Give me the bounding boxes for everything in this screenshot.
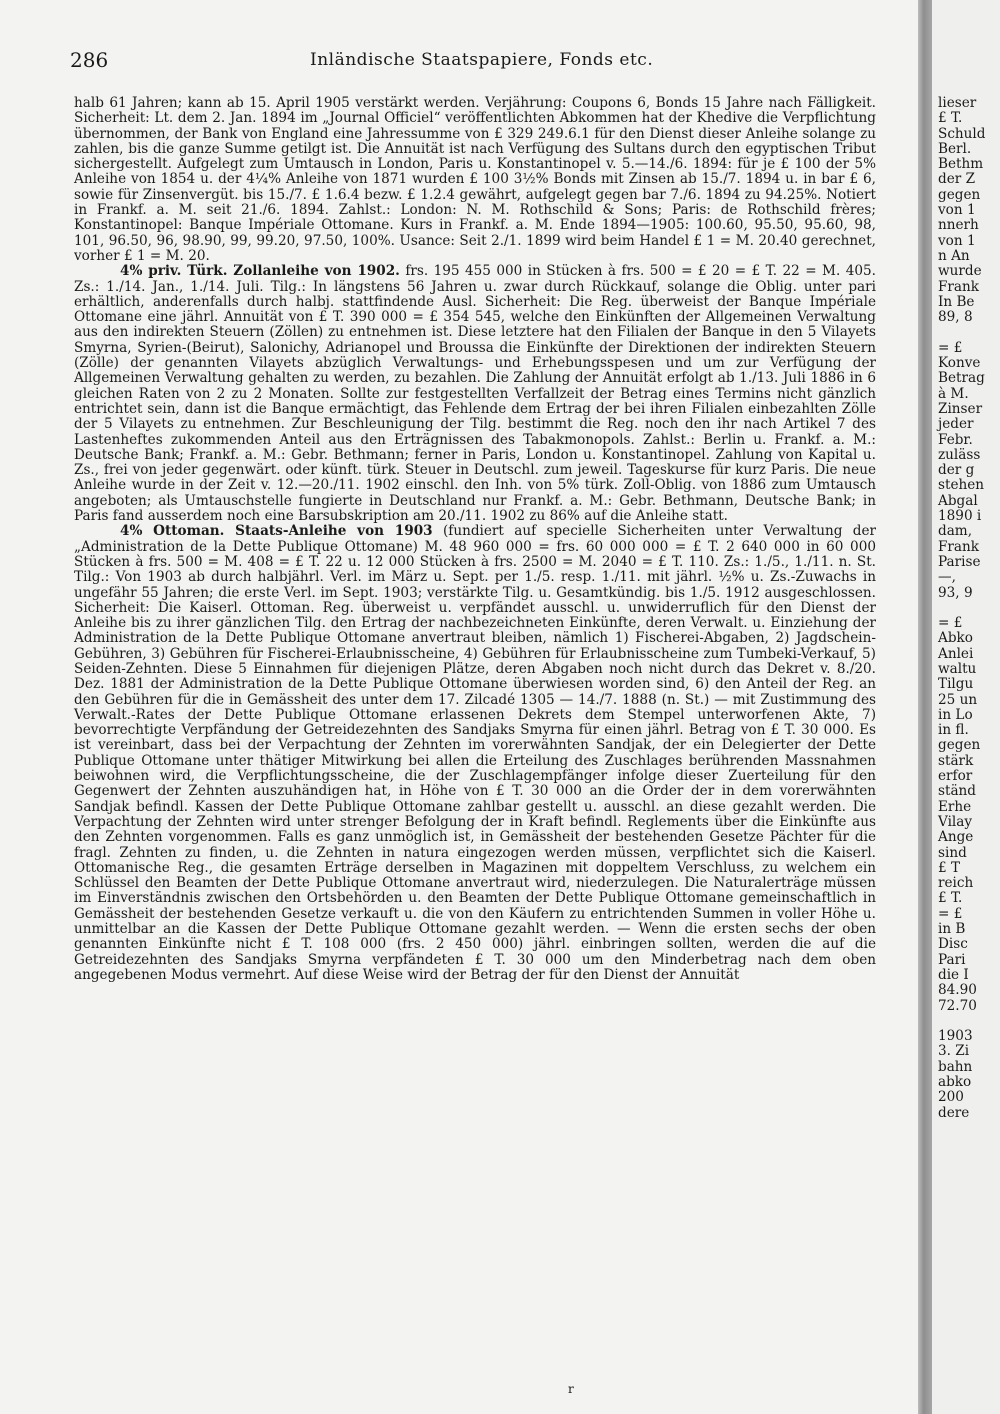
adjacent-line-fragment: in B <box>938 921 966 938</box>
adjacent-line-fragment: Parise <box>938 553 981 570</box>
adjacent-line-fragment: in Lo <box>938 706 973 723</box>
adjacent-line-fragment: Berl. <box>938 140 972 157</box>
adjacent-line-fragment: lieser <box>938 95 977 111</box>
adjacent-line-fragment: stärk <box>938 752 974 769</box>
adjacent-line-fragment: dere <box>938 1104 970 1121</box>
adjacent-line-fragment: gegen <box>938 737 981 754</box>
adjacent-line-fragment: Abgal <box>938 492 978 509</box>
entry-heading: 4% Ottoman. Staats-Anleihe von 1903 <box>120 523 433 540</box>
adjacent-line-fragment: à M. <box>938 385 969 402</box>
adjacent-line-fragment <box>938 601 1000 616</box>
adjacent-line-fragment: abko <box>938 1074 972 1090</box>
adjacent-line-fragment: Disc <box>938 936 968 953</box>
paragraph-text: halb 61 Jahren; kann ab 15. April 1905 verstärkt werden. Verjährung: Coupons 6, Bonds 15 Jahre nach Fälligkeit. Sicherheit: Lt. dem 2. Jan. 1894 im „Journal Officiel“ veröffentlichten Abkommen hat der Khedive die Verpflichtung übernommen, der Bank von England eine Jahressumme von £ 329 249.6.1 für den Dienst dieser Anleihe solange zu zahlen, bis die ganze Summe getilgt ist. Die Annuität ist nach Verfügung des Sultans durch den egyptischen Tribut sichergestellt. Aufgelegt zum Umtausch in London, Paris u. Konstantinopel v. 5.—14./6. 1894: für je £ 100 der 5% Anleihe von 1854 u. der 4¼% Anleihe von 1871 wurden £ 100 3½% Bonds mit Zinsen ab 15./7. 1894 u. in bar £ 6, sowie für Zinsenvergüt. bis 15./7. £ 1.6.4 bezw. £ 1.2.4 gewährt, aufgelegt gegen bar 7./6. 1894 zu 94.25%. Notiert in Frankf. a. M. seit 21./6. 1894. Zahlst.: London: N. M. Rothschild & Sons; Paris: de Rothschild frères; Konstantinopel: Banque Impériale Ottomane. Kurs in Frankf. a. M. Ende 1894—1905: 100.60, 95.50, 95.60, 98, 101, 96.50, 96, 98.90, 99, 99.20, 97.50, 100%. Usance: Seit 2./1. 1899 wird beim Handel £ 1 = M. 20.40 gerechnet, vorher £ 1 = M. 20. <box>74 95 876 264</box>
adjacent-line-fragment: der Z <box>938 171 976 188</box>
entry-heading: 4% priv. Türk. Zollanleihe von 1902. <box>120 263 400 280</box>
page-number: 286 <box>70 48 109 72</box>
adjacent-line-fragment: £ T <box>938 859 961 876</box>
adjacent-line-fragment: ständ <box>938 783 977 800</box>
paragraph-continuation <box>74 96 876 264</box>
adjacent-line-fragment: Konve <box>938 355 981 372</box>
adjacent-line-fragment: In Be <box>938 293 975 310</box>
adjacent-line-fragment: 3. Zi <box>938 1043 970 1060</box>
adjacent-line-fragment: wurde <box>938 263 982 280</box>
adjacent-page-fragments <box>938 96 1000 1121</box>
adjacent-line-fragment: Frank <box>938 278 980 295</box>
adjacent-line-fragment: Febr. <box>938 431 973 448</box>
adjacent-line-fragment: Abko <box>938 630 973 647</box>
adjacent-line-fragment: von 1 <box>938 202 976 219</box>
adjacent-line-fragment: Tilgu <box>938 676 974 693</box>
body-text <box>74 96 876 983</box>
adjacent-line-fragment: £ T. <box>938 110 963 127</box>
adjacent-line-fragment: Bethm <box>938 156 984 173</box>
footer-mark: r <box>568 1382 574 1396</box>
adjacent-page-edge <box>932 0 1000 1414</box>
page-header <box>70 48 880 84</box>
adjacent-line-fragment: = £ <box>938 905 963 922</box>
adjacent-line-fragment: Ange <box>938 829 974 846</box>
adjacent-line-fragment: waltu <box>938 660 977 677</box>
adjacent-line-fragment: bahn <box>938 1058 973 1075</box>
adjacent-line-fragment: sind <box>938 844 967 861</box>
adjacent-line-fragment: in fl. <box>938 722 969 739</box>
adjacent-line-fragment <box>938 325 1000 340</box>
entry-ottoman-staatsanleihe-1903 <box>74 524 876 983</box>
adjacent-line-fragment: 1890 i <box>938 508 982 525</box>
adjacent-line-fragment: erfor <box>938 768 973 785</box>
adjacent-line-fragment: 72.70 <box>938 997 977 1014</box>
adjacent-line-fragment: stehen <box>938 477 985 494</box>
adjacent-line-fragment: £ T. <box>938 890 963 907</box>
adjacent-line-fragment: = £ <box>938 615 963 632</box>
book-gutter <box>918 0 932 1414</box>
entry-text: (fundiert auf specielle Sicherheiten unter Verwaltung der „Administration de la Dette Publique Ottomane) M. 48 960 000 = frs. 60 000 000 = £ T. 2 640 000 in 60 000 Stücken à frs. 500 = M. 408 = £ T. 22 u. 12 000 Stücken à frs. 2500 = M. 2040 = £ T. 110. Zs.: 1./5., 1./11. n. St. Tilg.: Von 1903 ab durch halbjährl. Verl. im März u. Sept. per 1./5. resp. 1./11. mit jährl. ½% u. Zs.-Zuwachs in ungefähr 55 Jahren; die erste Verl. im Sept. 1903; verstärkte Tilg. u. Gesamtkündig. bis 1./5. 1912 ausgeschlossen. Sicherheit: Die Kaiserl. Ottoman. Reg. überweist u. verpfändet ausschl. u. unwiderruflich für den Dienst der Anleihe bis zu ihrer gänzlichen Tilg. den Ertrag der nachbezeichneten Einkünfte, deren Verwalt. u. Einziehung der Administration de la Dette Publique Ottomane anvertraut bleiben, nämlich 1) Fischerei-Abgaben, 2) Jagdschein-Gebühren, 3) Gebühren für Fischerei-Erlaubnisscheine, 4) Gebühren für Erlaubnisscheine zum Tumbeki-Verkauf, 5) Seiden-Zehnten. Diese 5 Einnahmen für diejenigen Plätze, deren Abgaben noch nicht durch das Dekret v. 8./20. Dez. 1881 der Administration de la Dette Publique Ottomane überwiesen worden sind, 6) den Anteil der Reg. an den Gebühren für die in Gemässheit des unter dem 17. Zilcadé 1305 — 14./7. 1888 (n. St.) — mit Zustimmung des Verwalt.-Rates der Dette Publique Ottomane erlassenen Dekrets dem Stempel unterworfenen Akte, 7) bevorrechtigte Verpfändung der Getreidezehnten des Sandjaks Smyrna für einen jährl. Betrag von £ T. 30 000. Es ist vereinbart, dass bei der Verpachtung der Zehnten im vorerwähnten Sandjak, der ein Delegierter der Dette Publique Ottomane unter thätiger Mitwirkung bei allen die Erteilung des Zuschlages berührenden Massnahmen beiwohnen wird, die Verpflichtungsscheine, die der Zuschlagempfänger infolge dieser Zuerteilung für den Gegenwert der Zehnten auszuhändigen hat, in Höhe von £ T. 30 000 an die Order der in dem vorerwähnten Sandjak befindl. Kassen der Dette Publique Ottomane zahlbar gestellt u. ausschl. an diese gezahlt werden. Die Verpachtung der Zehnten wird unter strenger Befolgung der in Kraft befindl. Reglements über die Einkünfte aus den Zehnten vorgenommen. Falls es ganz unmöglich ist, in Gemässheit der bestehenden Gesetze Pächter für die fragl. Zehnten zu finden, u. die Zehnten in natura eingezogen werden müssen, verpflichtet sich die Kaiserl. Ottomanische Reg., die gesamten Erträge derselben in Magazinen mit doppeltem Verschluss, zu welchem ein Schlüssel den Beamten der Dette Publique Ottomane anvertraut wird, niederzulegen. Die Naturalerträge müssen im Einverständnis zwischen den Ortsbehörden u. den Beamten der Dette Publique Ottomane gemeinschaftlich in Gemässheit der bestehenden Gesetze verkauft u. die von den Käufern zu entrichtenden Summen in voller Höhe u. unmittelbar an die Kassen der Dette Publique Ottomane gezahlt werden. — Wenn die ersten sechs der oben genannten Einkünfte nicht £ T. 108 000 (frs. 2 450 000) jährl. einbringen sollten, werden die auf die Getreidezehnten des Sandjaks Smyrna verpfändeten £ T. 30 000 um den Minderbetrag nach dem oben angegebenen Modus vermehrt. Auf diese Weise wird der Betrag der für den Dienst der Annuität <box>74 523 877 983</box>
adjacent-line-fragment: n An <box>938 247 970 264</box>
adjacent-line-fragment: von 1 <box>938 232 976 249</box>
adjacent-line-fragment: Frank <box>938 538 980 555</box>
adjacent-line-fragment: 89, 8 <box>938 309 973 326</box>
adjacent-line-fragment: 1903 <box>938 1028 973 1045</box>
adjacent-line-fragment: Zinser <box>938 400 983 417</box>
adjacent-line-fragment: reich <box>938 875 974 892</box>
adjacent-line-fragment: Anlei <box>938 645 974 662</box>
adjacent-line-fragment: gegen <box>938 186 981 203</box>
adjacent-line-fragment: jeder <box>938 416 974 433</box>
adjacent-line-fragment: Betrag <box>938 370 985 387</box>
running-head: Inländische Staatspapiere, Fonds etc. <box>310 50 654 70</box>
adjacent-line-fragment: zuläss <box>938 446 981 463</box>
adjacent-line-fragment <box>938 1014 1000 1029</box>
adjacent-line-fragment: = £ <box>938 339 963 356</box>
adjacent-line-fragment: Erhe <box>938 798 972 815</box>
adjacent-line-fragment: 25 un <box>938 691 978 708</box>
adjacent-line-fragment: Schuld <box>938 125 986 142</box>
adjacent-line-fragment: dam, <box>938 523 973 540</box>
entry-tuerk-zollanleihe-1902 <box>74 264 876 524</box>
adjacent-line-fragment: —, <box>938 569 956 586</box>
adjacent-line-fragment: die I <box>938 966 969 983</box>
adjacent-line-fragment: 200 <box>938 1089 964 1106</box>
adjacent-line-fragment: Vilay <box>938 813 973 830</box>
adjacent-line-fragment: der g <box>938 462 975 479</box>
adjacent-line-fragment: 93, 9 <box>938 584 973 601</box>
adjacent-line-fragment: Pari <box>938 951 966 968</box>
adjacent-line-fragment: 84.90 <box>938 982 977 999</box>
entry-text: frs. 195 455 000 in Stücken à frs. 500 = £ 20 = £ T. 22 = M. 405. Zs.: 1./14. Jan., 1./14. Juli. Tilg.: In längstens 56 Jahren u. zwar durch Rückkauf, solange die Oblig. unter pari erhältlich, anderenfalls durch halbj. stattfindende Ausl. Sicherheit: Die Reg. überweist der Banque Impériale Ottomane eine jährl. Annuität von £ T. 390 000 = £ 354 545, welche den Einkünften der Allgemeinen Verwaltung aus den indirekten Steuern (Zöllen) zu entnehmen ist. Diese letztere hat den Filialen der Banque in den 5 Vilayets Smyrna, Syrien-(Beirut), Salonichy, Adrianopel und Broussa die Einkünfte der Direktionen der indirekten Steuern (Zölle) der genannten Vilayets abzüglich Verwaltungs- und Erhebungsspesen und um zur Verfügung der Allgemeinen Verwaltung gehalten zu werden, zu bezahlen. Die Zahlung der Annuität erfolgt ab 1./13. Juli 1886 in 6 gleichen Raten von 2 zu 2 Monaten. Sollte zur festgestellten Verfallzeit der Betrag eines Termins nicht gänzlich entrichtet sein, dann ist die Banque ermächtigt, das Fehlende dem Ertrag der bei ihren Filialen einbezahlten Zölle der 5 Vilayets zu entnehmen. Zur Beschleunigung der Tilg. bestimmt die Reg. noch den ihr nach Artikel 7 des Lastenheftes zukommenden Anteil aus den Erträgnissen des Tabakmonopols. Zahlst.: Berlin u. Frankf. a. M.: Deutsche Bank; Frankf. a. M.: Gebr. Bethmann; ferner in Paris, London u. Konstantinopel. Zahlung von Kapital u. Zs., frei von jeder gegenwärt. oder künft. türk. Steuer in Deutschl. zum jeweil. Tageskurse für kurz Paris. Die neue Anleihe wurde in der Zeit v. 12.—20./11. 1902 einschl. den Inh. von 5% türk. Zoll-Oblig. von 1886 zum Umtausch angeboten; als Umtauschstelle fungierte in Deutschland nur Frankf. a. M.: Gebr. Bethmann, Deutsche Bank; in Paris fand ausserdem noch eine Barsubskription am 20./11. 1902 zu 86% auf die Anleihe statt. <box>74 263 876 525</box>
adjacent-line-fragment: nnerh <box>938 217 979 234</box>
